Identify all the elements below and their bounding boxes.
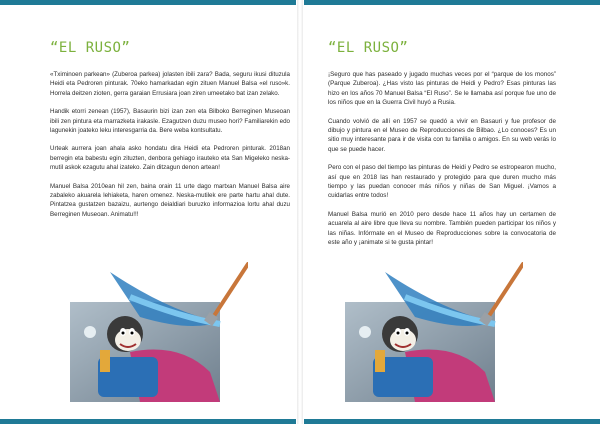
right-paragraph-4: Manuel Balsa murió en 2010 pero desde hace 11 años hay un certamen de acuarela al aire libre que lleva su nombre. También pueden participar los niños y las niñas. Infórmate en el Museo de Reproducciones sobre la convocatoria de este año y ¡animate si te gusta pintar! [328, 210, 556, 247]
bottom-border-right [304, 419, 600, 424]
right-page-title: “EL RUSO” [328, 40, 409, 56]
right-page-body [328, 70, 556, 257]
left-mural-illustration [70, 262, 248, 402]
page-gutter [297, 0, 303, 424]
right-paragraph-1: ¡Seguro que has paseado y jugado muchas veces por el “parque de los monos” (Parque Zuberoa). ¿Has visto las pinturas de Heidi y Pedro? Esas pinturas las hizo en los años 70 Manuel Balsa “El Ruso”. Se le llamaba así porque fue uno de los niños que en la Guerra Civil huyó a Rusia. [328, 71, 556, 107]
left-paragraph-2: Handik etorri zenean (1957), Basaurin bizi izan zen eta Bilboko Berreginen Museoan ibili zen pintura eta marrazketa irakasle. Ezagutzen duzu museo hori? Familiarekin edo lagunekin joateko leku interesgarria da. Bere weba kontsultatu. [50, 108, 290, 135]
top-border-right [304, 0, 600, 5]
right-paragraph-3: Pero con el paso del tiempo las pinturas de Heidi y Pedro se estropearon mucho, así que en 2018 las han restaurado y protegido para que duren mucho más tiempo y las puedan conocer más niños y niñas de San Miguel. ¡Vamos a cuidarlas entre todos! [328, 164, 556, 200]
top-border-left [0, 0, 296, 5]
bottom-border-left [0, 419, 296, 424]
left-paragraph-4: Manuel Balsa 2010ean hil zen, baina orain 11 urte dago martxan Manuel Balsa aire zabaleko akuarela lehiaketa, haren omenez. Neska-mutilek ere parte hartu ahal dute. Pintatzea gustatzen bazaizu, aurtengo deialdiari buruzko informazioa lortu ahal duzu Berreginen Museoan. Animatu!!! [50, 182, 290, 218]
left-paragraph-3: Urteak aurrera joan ahala asko hondatu dira Heidi eta Pedroren pinturak. 2018an berregin eta babestu egin zituzten, denbora gehiago irauteko eta San Migeleko neska-mutil askok ezagutu ahal izateko. Zain ditzagun denon artean! [50, 145, 290, 172]
left-page-title: “EL RUSO” [50, 40, 131, 56]
right-mural-illustration [345, 262, 523, 402]
left-paragraph-1: «Tximinoen parkean» (Zuberoa parkea) jolasten ibili zara? Bada, seguru ikusi dituzula Heidi eta Pedroren pinturak. 70eko hamarkadan egin zituen Manuel Balsa «el ruso»k. Horrela deitzen zioten, gerra garaian Errusiara joan ziren umeetako bat izan zelako. [50, 71, 290, 97]
left-page-body [50, 70, 290, 228]
right-paragraph-2: Cuando volvió de allí en 1957 se quedó a vivir en Basauri y fue profesor de dibujo y pintura en el Museo de Reproducciones de Bilbao. ¿Lo conoces? Es un sitio muy interesante para ir de visita con tu familia o amigos. En su web verás lo que se puede hacer. [328, 117, 556, 153]
